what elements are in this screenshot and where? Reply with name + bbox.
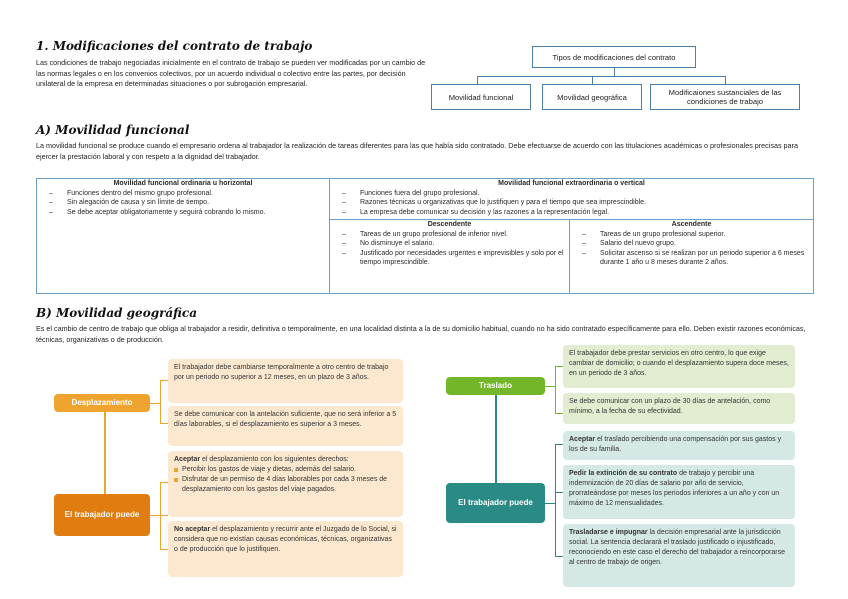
traslado-option-accept — [563, 431, 795, 460]
section-1-title: 1. Modificaciones del contrato de trabajo — [36, 39, 313, 53]
opt1-bold: Aceptar — [569, 436, 596, 443]
table-cell-descendente — [330, 220, 570, 294]
list-item: – Tareas de un grupo profesional de inferior nivel. — [334, 230, 565, 240]
traslado-label: Traslado — [446, 377, 545, 395]
desplazamiento-note-1: El trabajador debe cambiarse temporalmente a otro centro de trabajo por un periodo no superior a 12 meses, en un plazo de 3 años. — [168, 359, 403, 403]
list-item: Disfrutar de un permiso de 4 días laborables por cada 3 meses de desplazamiento con los gastos del viaje pagados. — [174, 475, 397, 495]
table-cell-ascendente — [570, 220, 814, 294]
list-item: – Sin alegación de causa y sin límite de tiempo. — [41, 198, 325, 208]
list-item: Percibir los gastos de viaje y dietas, además del salario. — [174, 465, 397, 475]
accept-bold: Aceptar — [174, 456, 201, 463]
list-item: – Funciones dentro del mismo grupo profesional. — [41, 189, 325, 199]
diagram-child-modificaciones-sustanciales: Modificaiones sustanciales de las condiciones de trabajo — [650, 84, 800, 110]
accept-rest: el desplazamiento con los siguientes derechos: — [200, 456, 349, 463]
diagram-child-movilidad-geografica: Movilidad geográfica — [542, 84, 642, 110]
opt3-bold: Trasladarse e impugnar — [569, 529, 648, 536]
section-a-title: A) Movilidad funcional — [36, 123, 190, 137]
section-b-text: Es el cambio de centro de trabajo que obliga al trabajador a residir, definitiva o temporalmente, en una localidad distinta a la de su domicilio habitual, cuando no ha sido contratado específicamente para ello. Deben existir razones económicas, técnicas, organizativas o de producción. — [36, 324, 806, 344]
section-a-text: La movilidad funcional se produce cuando el empresario ordena al trabajador la realización de tareas diferentes para las que había sido contratado. Debe efectuarse de acuerdo con las titulaciones académicas o profesionales precisas para ejercer la prestación laboral y con respeto a la dignidad del trabajador. — [36, 141, 798, 161]
diagram-child-movilidad-funcional: Movilidad funcional — [431, 84, 531, 110]
traslado-option-extincion — [563, 465, 795, 519]
desplazamiento-accept — [168, 451, 403, 517]
table-header-descendente: Descendente — [427, 221, 472, 228]
list-item: – Razones técnicas u organizativas que lo justifiquen y para el tiempo que sea imprescindible. — [334, 198, 809, 208]
diagram-root: Tipos de modificaciones del contrato — [532, 46, 696, 68]
list-item: – Se debe aceptar obligatoriamente y seguirá cobrando lo mismo. — [41, 208, 325, 218]
list-item: – La empresa debe comunicar su decisión y las razones a la representación legal. — [334, 208, 809, 218]
opt2-rest: de trabajo y percibir una indemnización de 20 días de salario por año de servicio, prorrateándose por meses los periodos inferiores a un año y con un máximo de 12 mensualidades. — [569, 470, 780, 507]
section-b-title: B) Movilidad geográfica — [36, 306, 197, 320]
opt2-bold: Pedir la extinción de su contrato — [569, 470, 678, 477]
list-item: – No disminuye el salario. — [334, 239, 565, 249]
movilidad-funcional-table — [36, 178, 814, 294]
traslado-worker-label: El trabajador puede — [446, 483, 545, 523]
opt1-rest: el traslado percibiendo una compensación por sus gastos y los de su familia. — [569, 436, 782, 453]
traslado-option-impugnar — [563, 524, 795, 587]
list-item: – Salario del nuevo grupo. — [574, 239, 809, 249]
table-header-extraordinaria: Movilidad funcional extraordinaria o vertical — [498, 180, 645, 187]
reject-rest: el desplazamiento y recurrir ante el Juzgado de lo Social, si considera que no existían causas económicas, técnicas, organizativas o de producción que lo justifiquen. — [174, 526, 397, 553]
desplazamiento-label: Desplazamiento — [54, 394, 150, 412]
list-item: – Funciones fuera del grupo profesional. — [334, 189, 809, 199]
section-1-intro: Las condiciones de trabajo negociadas inicialmente en el contrato de trabajo se pueden ver modificadas por un cambio de las normas legales o en los convenios colectivos, por un acuerdo individual o colectivo entre las partes, por decisión unilateral de la empresa en determinadas situaciones o por subrogación empresarial. — [36, 58, 426, 88]
list-item: – Solicitar ascenso si se realizan por un periodo superior a 6 meses durante 1 año u 8 meses durante 2 años. — [574, 249, 809, 268]
table-header-ascendente: Ascendente — [671, 221, 712, 228]
opt3-rest: la decisión empresarial ante la jurisdicción social. La sentencia declarará el traslado justificado o injustificado, reconociendo en este caso el derecho del trabajador a reincorporarse al centro de trabajo de origen. — [569, 529, 785, 566]
desplazamiento-reject — [168, 521, 403, 577]
traslado-note-2: Se debe comunicar con un plazo de 30 días de antelación, como mínimo, a la fecha de su efectividad. — [563, 393, 795, 424]
desplazamiento-worker-label: El trabajador puede — [54, 494, 150, 536]
reject-bold: No aceptar — [174, 526, 211, 533]
list-item: – Justificado por necesidades urgentes e imprevisibles y solo por el tiempo imprescindible. — [334, 249, 565, 268]
desplazamiento-note-2: Se debe comunicar con la antelación suficiente, que no será inferior a 5 días laborables, si el desplazamiento es superior a 3 meses. — [168, 406, 403, 446]
table-cell-extraordinaria — [330, 179, 814, 220]
traslado-note-1: El trabajador debe prestar servicios en otro centro, lo que exige cambiar de domicilio; o cuando el desplazamiento supera doce meses, en un periodo de 3 años. — [563, 345, 795, 388]
table-header-ordinaria: Movilidad funcional ordinaria u horizontal — [113, 180, 253, 187]
table-cell-ordinaria — [37, 179, 330, 294]
list-item: – Tareas de un grupo profesional superior. — [574, 230, 809, 240]
